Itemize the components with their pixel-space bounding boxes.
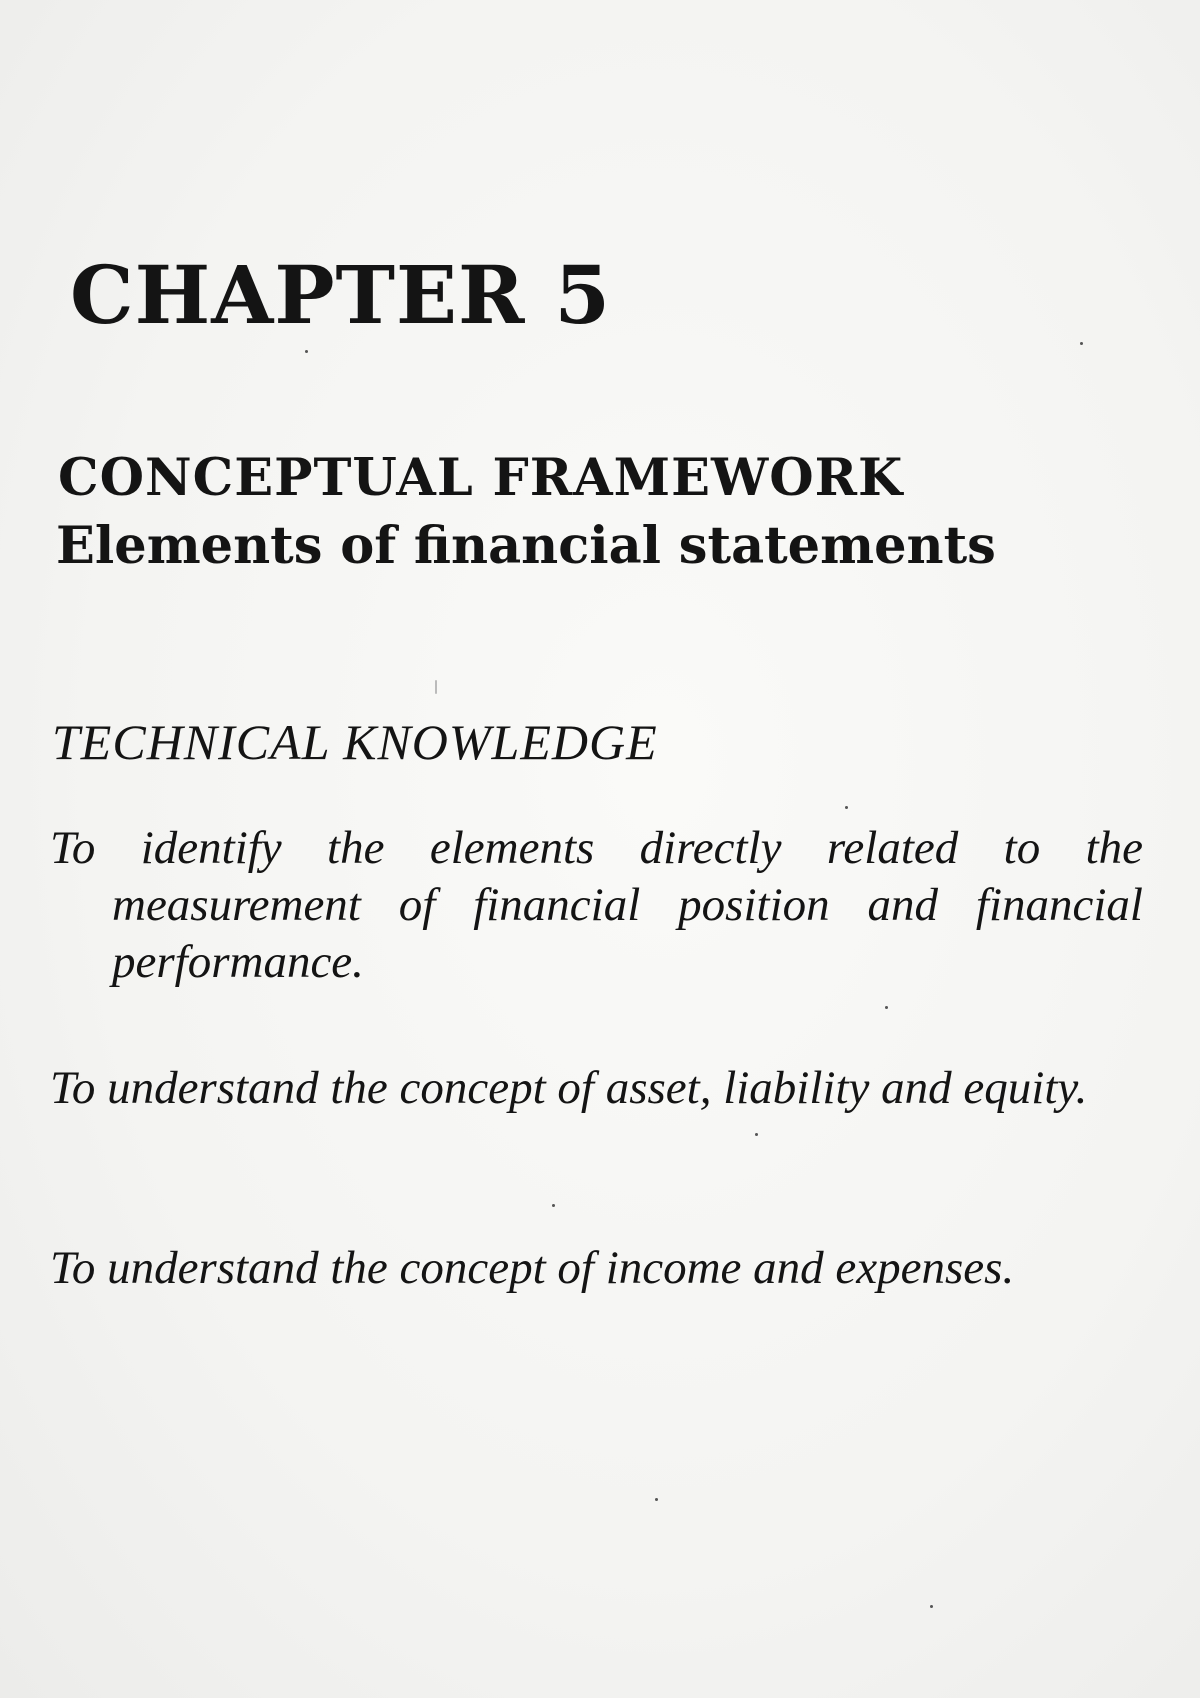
objective-item: To identify the elements directly related to the measurement of financial position and financial performance. [50,822,1143,988]
scan-speck [305,350,308,353]
scan-speck [755,1133,758,1136]
framework-subtitle: Elements of financial statements [56,516,996,576]
scan-speck [845,806,848,809]
scan-speck [885,1006,888,1009]
technical-knowledge-heading: TECHNICAL KNOWLEDGE [52,714,658,770]
scan-speck [435,680,437,694]
objective-item: To understand the concept of income and expenses. [50,1242,1015,1294]
objective-item: To understand the concept of asset, liability and equity. [50,1062,1088,1114]
chapter-title: CHAPTER 5 [70,248,611,342]
scan-speck [552,1204,555,1207]
framework-title: CONCEPTUAL FRAMEWORK [58,448,904,508]
scan-speck [930,1605,933,1608]
scan-speck [1080,342,1083,345]
scan-speck [655,1498,658,1501]
